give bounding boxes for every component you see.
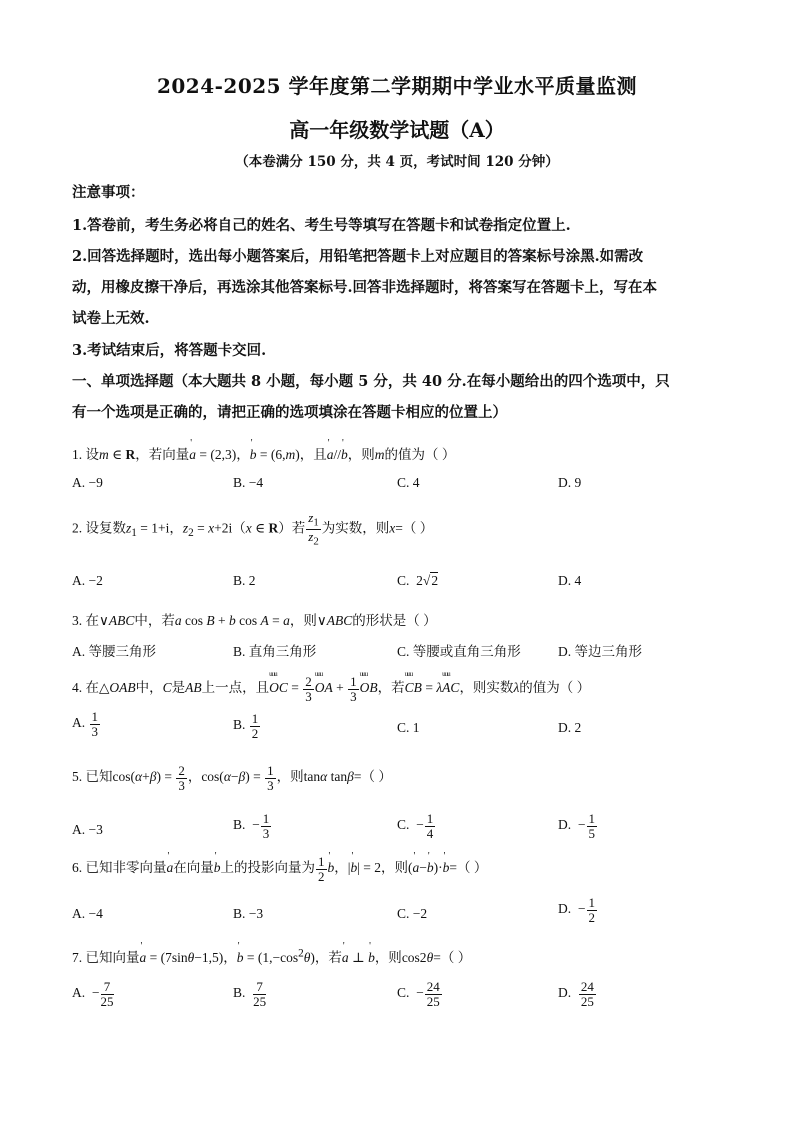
question-1-stem: 1. 设m ∈ R，若向量' a = (2,3)，' b = (6,m)，且' a//' b，则m的值为（ ）	[72, 443, 455, 463]
question-5-option-b[interactable]: B. − $\frac{1}{3}$	[233, 811, 270, 841]
question-3-option-b[interactable]: B. 直角三角形	[233, 644, 317, 659]
question-3-option-d[interactable]: D. 等边三角形	[558, 644, 642, 659]
question-2-stem: 2. 设复数$z_1 = 1+i$，$z_2 = x+2i(x$ ∈ R）若 $\frac{z_1}{z_2}$ 为实数，则x=（ ）	[72, 510, 434, 548]
exam-subtitle: （本卷满分 150 分，共 4 页，考试时间 120 分钟）	[235, 154, 559, 170]
notice-item-2-line-3: 试卷上无效.	[72, 310, 150, 327]
section1-heading-line-2: 有一个选项是正确的，请把正确的选项填涂在答题卡相应的位置上）	[72, 404, 507, 421]
notice-item-3: 3.考试结束后，将答题卡交回.	[72, 342, 267, 359]
question-5-option-a[interactable]: A. −3	[72, 822, 103, 837]
section1-heading-line-1: 一、单项选择题（本大题共 8 小题，每小题 5 分，共 40 分.在每小题给出的四个选项中，只	[72, 373, 670, 390]
exam-title-line1: 2024-2025 学年度第二学期期中学业水平质量监测	[156, 74, 638, 98]
question-4-option-d[interactable]: D. 2	[558, 720, 582, 735]
exam-title-line2: 高一年级数学试题（A）	[289, 118, 505, 142]
question-2-option-a[interactable]: A. −2	[72, 573, 103, 588]
question-6-option-d[interactable]: D. − $\frac{1}{2}$	[558, 895, 595, 925]
question-6-option-a[interactable]: A. −4	[72, 906, 103, 921]
question-6-option-c[interactable]: C. −2	[397, 906, 428, 921]
notice-item-2-line-2: 动，用橡皮擦干净后，再选涂其他答案标号.回答非选择题时，将答案写在答题卡上，写在本	[72, 279, 658, 296]
question-3-option-c[interactable]: C. 等腰或直角三角形	[397, 644, 521, 659]
question-7-option-d[interactable]: D. $\frac{24}{25}$	[558, 979, 594, 1009]
question-5-stem: 5. 已知cos(α+β) = $\frac{2}{3}$ ，cos(α−β) = $\frac{1}{3}$ ，则tanα tanβ=（ ）	[72, 763, 392, 793]
question-1-option-d[interactable]: D. 9	[558, 475, 582, 490]
question-5-option-d[interactable]: D. − $\frac{1}{5}$	[558, 811, 595, 841]
question-6-option-b[interactable]: B. −3	[233, 906, 264, 921]
notice-item-1: 1.答卷前，考生务必将自己的姓名、考生号等填写在答题卡和试卷指定位置上.	[72, 217, 571, 234]
question-2-option-b[interactable]: B. 2	[233, 573, 256, 588]
notice-heading: 注意事项：	[72, 184, 145, 201]
question-1-option-a[interactable]: A. −9	[72, 475, 103, 490]
question-2-option-c[interactable]: C. 2√2	[397, 573, 439, 588]
question-4-option-c[interactable]: C. 1	[397, 720, 420, 735]
question-4-stem: 4. 在△OAB中，C是AB上一点，且uuu OC = $\frac{2}{3}$ uuu OA + $\frac{1}{3}$ uuu OB，若uuu CB = λuuu AC，则实数λ的值为（ ）	[72, 675, 590, 703]
question-7-option-a[interactable]: A. − $\frac{7}{25}$	[72, 979, 114, 1009]
question-5-option-c[interactable]: C. − $\frac{1}{4}$	[397, 811, 434, 841]
question-6-stem: 6. 已知非零向量' a在向量' b上的投影向量为 $\frac{1}{2}$ ' b，|' b| = 2，则(' a−' b)·' b=（ ）	[72, 855, 487, 883]
question-7-stem: 7. 已知向量' a = (7sinθ−1,5)，' $b = (1,-\cos^2\theta)$，若' a ⊥ ' b，则cos2θ=（ ）	[72, 946, 471, 966]
question-7-option-c[interactable]: C. − $\frac{24}{25}$	[397, 979, 440, 1009]
notice-item-2-line-1: 2.回答选择题时，选出每小题答案后，用铅笔把答题卡上对应题目的答案标号涂黑.如需改	[72, 248, 644, 265]
question-4-option-a[interactable]: A. $\frac{1}{3}$	[72, 709, 98, 739]
question-1-option-c[interactable]: C. 4	[397, 475, 420, 490]
question-3-stem: 3. 在∨ABC中，若a cos B + b cos A = a，则∨ABC的形状是（ ）	[72, 613, 437, 628]
question-4-option-b[interactable]: B. $\frac{1}{2}$	[233, 711, 259, 741]
question-3-option-a[interactable]: A. 等腰三角形	[72, 644, 156, 659]
question-7-option-b[interactable]: B. $\frac{7}{25}$	[233, 979, 267, 1009]
question-1-option-b[interactable]: B. −4	[233, 475, 264, 490]
question-2-option-d[interactable]: D. 4	[558, 573, 582, 588]
